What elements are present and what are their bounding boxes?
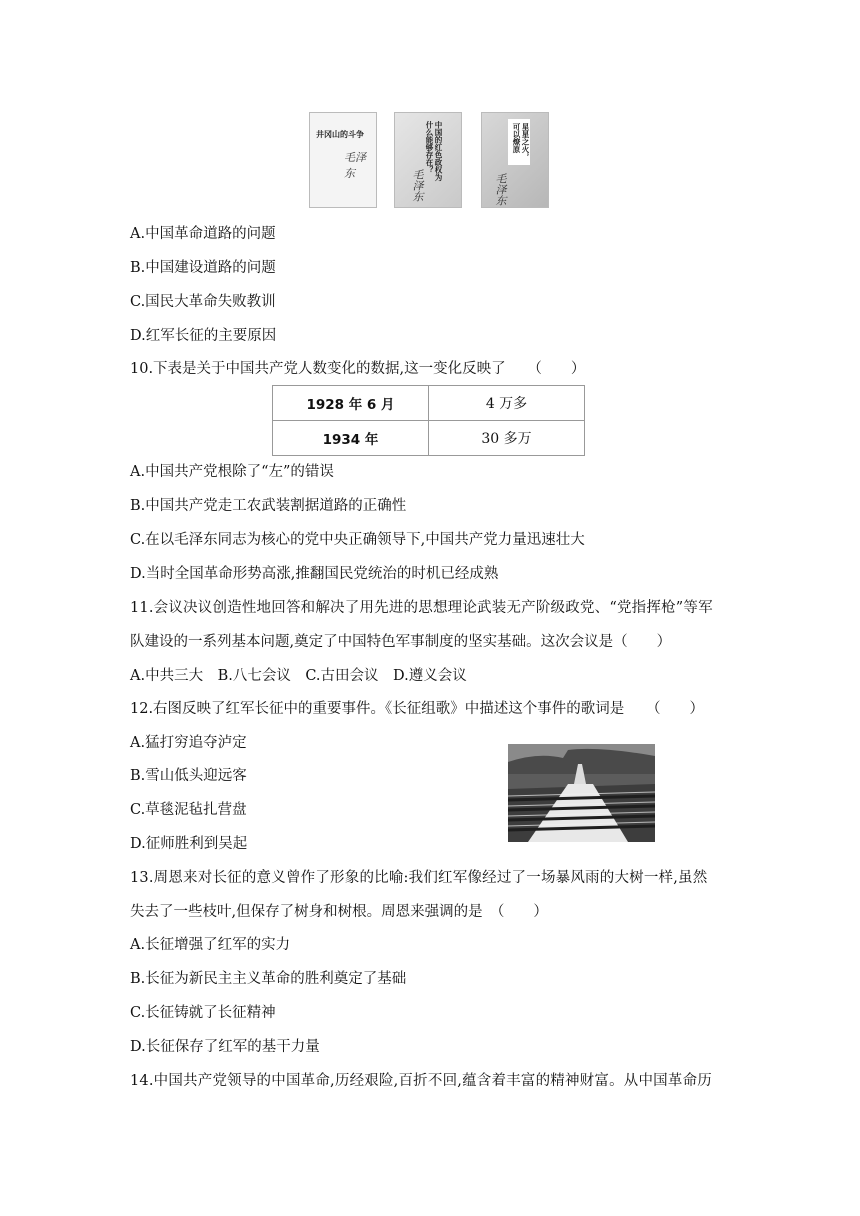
book-title: 井冈山的斗争: [316, 130, 364, 139]
q11-options: A.中共三大 B.八七会议 C.古田会议 D.遵义会议: [130, 668, 467, 684]
q12-option-b: B.雪山低头迎远客: [130, 768, 247, 784]
q13-option-a: A.长征增强了红军的实力: [130, 937, 291, 953]
book-cover-single-spark: [481, 112, 549, 208]
q13-stem-line2: 失去了一些枝叶,但保存了树身和树根。周恩来强调的是 （ ）: [130, 904, 548, 920]
q13-option-c: C.长征铸就了长征精神: [130, 1005, 276, 1021]
q11-stem-line2: 队建设的一系列基本问题,奠定了中国特色军事制度的坚实基础。这次会议是（ ）: [130, 634, 672, 650]
q13-option-d: D.长征保存了红军的基干力量: [130, 1039, 320, 1055]
q10-option-d: D.当时全国革命形势高涨,推翻国民党统治的时机已经成熟: [130, 566, 499, 582]
book-cover-jinggangshan: [309, 112, 377, 208]
table-row: [273, 421, 585, 456]
q9-option-c: C.国民大革命失败教训: [130, 294, 276, 310]
party-membership-table: [272, 385, 585, 456]
q12-option-a: A.猛打穷追夺泸定: [130, 735, 247, 751]
q14-stem-line1: 14.中国共产党领导的中国革命,历经艰险,百折不回,蕴含着丰富的精神财富。从中国革命历: [130, 1073, 712, 1089]
q10-option-a: A.中国共产党根除了“左”的错误: [130, 464, 334, 480]
q10-option-b: B.中国共产党走工农武装割据道路的正确性: [130, 498, 407, 514]
book-cover-red-regime: [394, 112, 462, 208]
luding-bridge-photo: [508, 744, 655, 842]
q10-stem: 10.下表是关于中国共产党人数变化的数据,这一变化反映了 （ ）: [130, 361, 586, 377]
q10-option-c: C.在以毛泽东同志为核心的党中央正确领导下,中国共产党力量迅速壮大: [130, 532, 585, 548]
author-signature: 毛泽东: [494, 173, 507, 206]
author-signature: 毛泽东: [344, 151, 366, 180]
q11-stem-line1: 11.会议决议创造性地回答和解决了用先进的思想理论武装无产阶级政党、“党指挥枪”等军: [130, 600, 713, 616]
table-row: [273, 386, 585, 421]
q12-option-d: D.征师胜利到吴起: [130, 836, 248, 852]
q9-option-a: A.中国革命道路的问题: [130, 226, 276, 242]
q9-option-d: D.红军长征的主要原因: [130, 328, 277, 344]
q12-option-c: C.草毯泥毡扎营盘: [130, 802, 247, 818]
table-cell-count: 4 万多: [429, 386, 585, 421]
q12-stem: 12.右图反映了红军长征中的重要事件。《长征组歌》中描述这个事件的歌词是 （ ）: [130, 701, 705, 717]
table-cell-date: 1928 年 6 月: [273, 386, 429, 421]
table-cell-date: 1934 年: [273, 421, 429, 456]
table-cell-count: 30 多万: [429, 421, 585, 456]
q9-option-b: B.中国建设道路的问题: [130, 260, 276, 276]
author-signature: 毛泽东: [411, 169, 424, 202]
book-title: 中国的红色政权为什么能够存在？: [425, 121, 443, 181]
book-title: 星星之火，可以燎原: [512, 123, 530, 161]
q13-option-b: B.长征为新民主主义革命的胜利奠定了基础: [130, 971, 407, 987]
q13-stem-line1: 13.周恩来对长征的意义曾作了形象的比喻:我们红军像经过了一场暴风雨的大树一样,虽然: [130, 870, 708, 886]
